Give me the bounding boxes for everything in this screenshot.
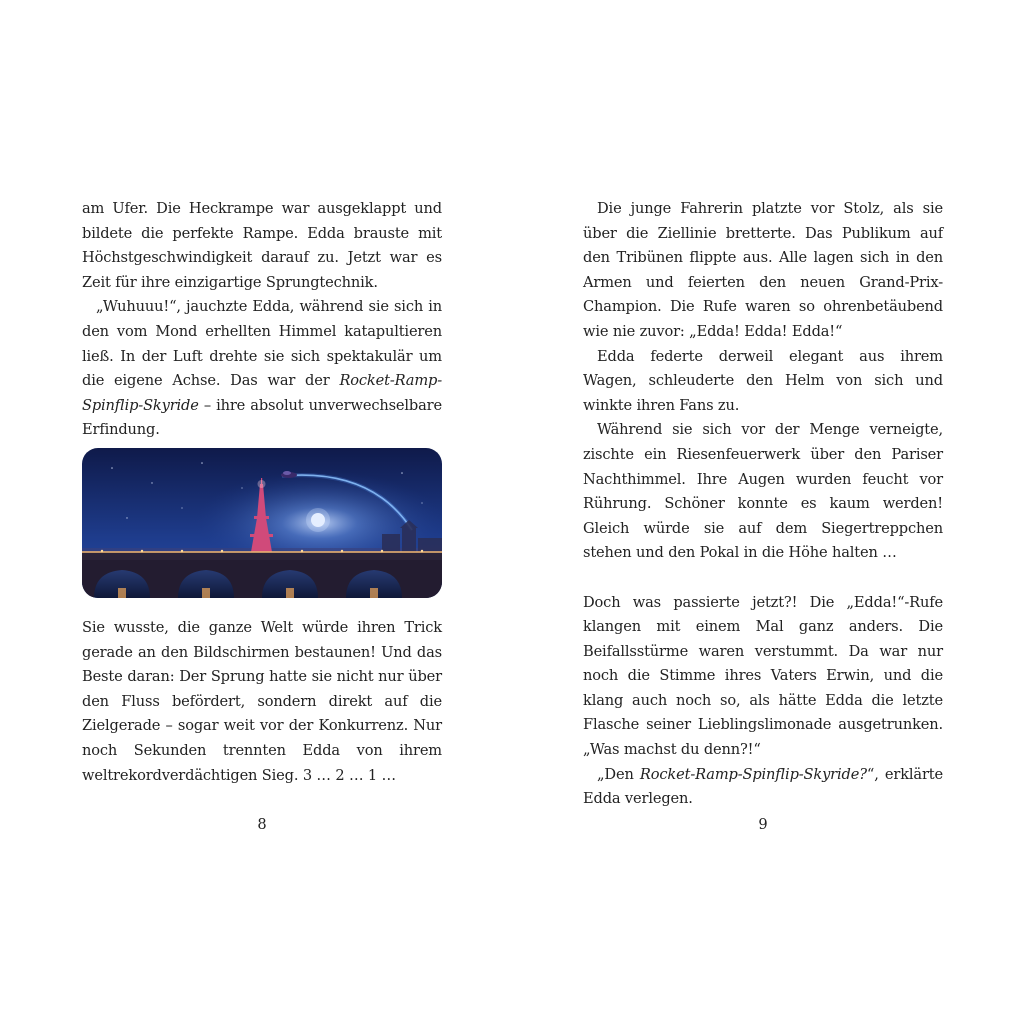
- paragraph: Doch was passierte jetzt?! Die „Edda!“-Rufe klangen mit einem Mal ganz anders. Die Beifallsstürme waren verstummt. Da war nur noch die Stimme ihres Vaters Erwin, und die klang auch noch so, als hätte Edda die letzte Flasche seiner Lieblingslimonade ausgetrunken. „Was machst du denn?!“: [583, 593, 943, 759]
- paragraph: Die junge Fahrerin platzte vor Stolz, als sie über die Ziellinie bretterte. Das Publikum auf den Tribünen flippte aus. Alle lagen sich in den Armen und feierten den neuen Grand-Prix-Champion. Die Rufe waren so ohrenbetäubend wie nie zuvor: „Edda! Edda! Edda!“: [583, 200, 943, 340]
- left-text-block-bottom: [82, 616, 442, 788]
- paragraph: Während sie sich vor der Menge verneigte, zischte ein Riesenfeuerwerk über den Pariser Nachthimmel. Ihre Augen wurden feucht vor Rührung. Schöner konnte es kaum werden! Gleich würde sie auf dem Siegertreppchen stehen und den Pokal in die Höhe halten …: [583, 421, 943, 562]
- paragraph: Edda federte derweil elegant aus ihrem Wagen, schleuderte den Helm von sich und winkte ihren Fans zu.: [583, 347, 943, 414]
- paragraph: Sie wusste, die ganze Welt würde ihren Trick gerade an den Bildschirmen bestaunen! Und das Beste daran: Der Sprung hatte sie nicht nur über den Fluss befördert, sondern direkt auf die Zielgerade – sogar weit vor der Konkurrenz. Nur noch Sekunden trennten Edda von ihrem weltrekordverdächtigen Sieg. 3 … 2 … 1 …: [82, 619, 442, 784]
- paragraph: „Den Rocket-Ramp-Spinflip-Skyride?“, erklärte Edda verlegen.: [583, 765, 944, 808]
- paris-night-illustration: [82, 448, 442, 598]
- trick-name: Rocket-Ramp-Spinflip-Skyride: [82, 372, 442, 414]
- left-text-block-top: [82, 197, 442, 443]
- page-number-right: 9: [758, 816, 768, 833]
- page-number-left: 8: [257, 816, 267, 833]
- right-text-block: [583, 197, 943, 812]
- paragraph: am Ufer. Die Heckrampe war ausgeklappt und bildete die perfekte Rampe. Edda brauste mit Höchstgeschwindigkeit darauf zu. Jetzt war es Zeit für ihre einzigartige Sprungtechnik.: [82, 200, 442, 291]
- trick-name: Rocket-Ramp-Spinflip-Skyride?: [639, 765, 867, 783]
- paragraph: „Wuhuuu!“, jauchzte Edda, während sie sich in den vom Mond erhellten Himmel katapultieren ließ. In der Luft drehte sie sich spektakulär um die eigene Achse. Das war der Rocket-Ramp-Spinflip-Skyride – ihre absolut unverwechselbare Erfindung.: [82, 298, 442, 439]
